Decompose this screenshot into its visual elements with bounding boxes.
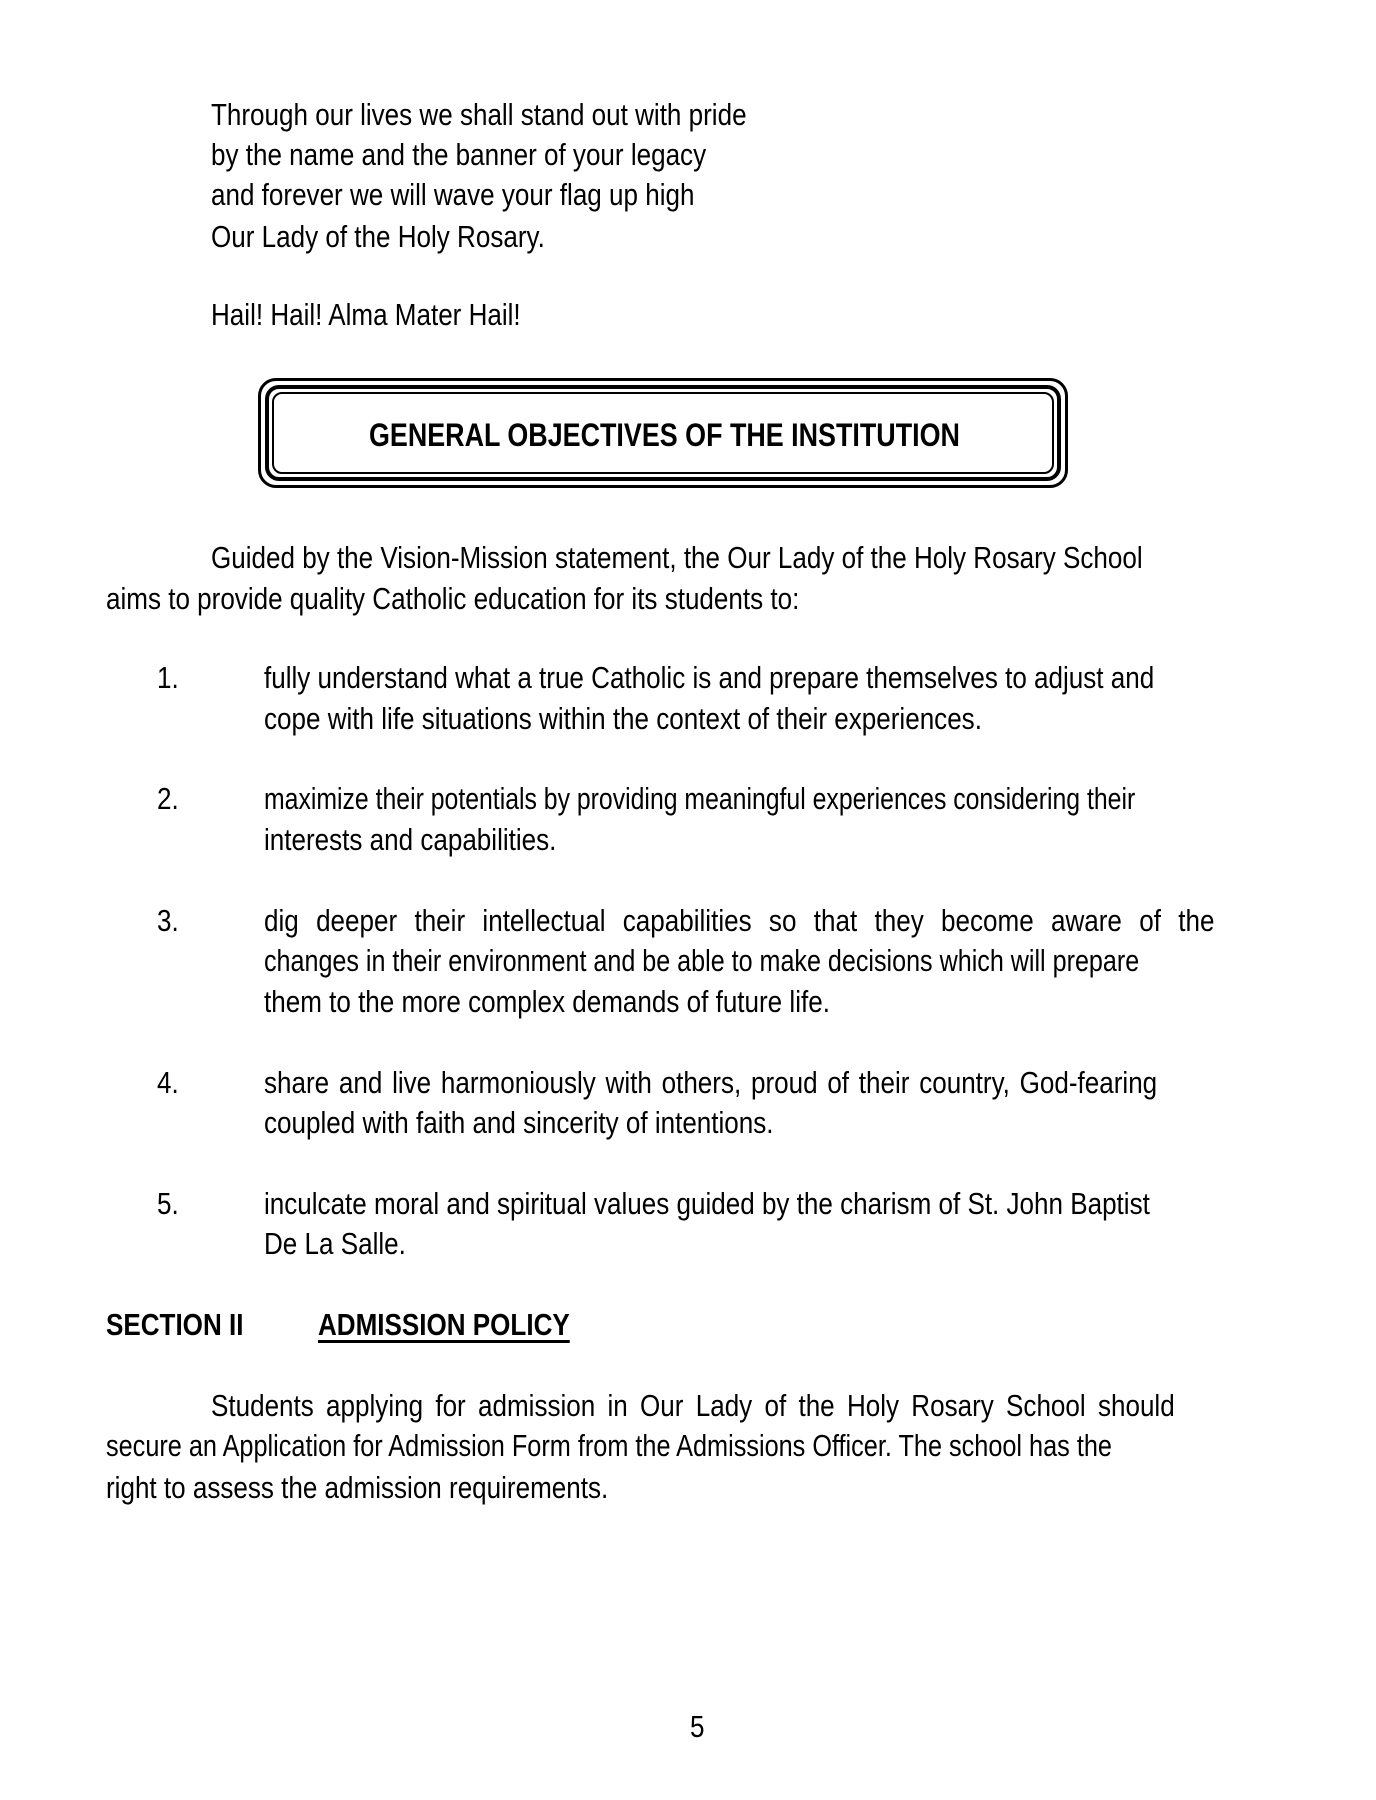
list-item-text: De La Salle. [264, 1226, 406, 1261]
list-item-number: 3. [157, 903, 179, 938]
admission-paragraph-line-2: secure an Application for Admission Form from the Admissions Officer. The school has the [106, 1428, 1112, 1463]
list-item-text: coupled with faith and sincerity of intentions. [264, 1105, 774, 1140]
page-number: 5 [690, 1709, 705, 1744]
poem-line-3: and forever we will wave your flag up high [211, 177, 695, 212]
list-item-text: inculcate moral and spiritual values guided by the charism of St. John Baptist [264, 1186, 1150, 1221]
poem-line-1: Through our lives we shall stand out with pride [211, 97, 747, 132]
section-title: ADMISSION POLICY [318, 1307, 570, 1342]
admission-paragraph-line-3: right to assess the admission requirements. [106, 1470, 609, 1505]
banner-title: GENERAL OBJECTIVES OF THE INSTITUTION [369, 417, 960, 453]
admission-paragraph-line-1: Students applying for admission in Our Lady of the Holy Rosary School should [211, 1388, 1175, 1423]
list-item-text: maximize their potentials by providing meaningful experiences considering their [264, 781, 1136, 816]
list-item-text: dig deeper their intellectual capabilities so that they become aware of the [264, 903, 1215, 938]
poem-line-2: by the name and the banner of your legacy [211, 137, 707, 172]
intro-line-2: aims to provide quality Catholic education for its students to: [106, 581, 800, 616]
intro-line-1: Guided by the Vision-Mission statement, the Our Lady of the Holy Rosary School [211, 540, 1143, 575]
poem-line-4: Our Lady of the Holy Rosary. [211, 219, 545, 254]
list-item-text: share and live harmoniously with others, proud of their country, God-fearing [264, 1065, 1158, 1100]
list-item-text: interests and capabilities. [264, 822, 557, 857]
list-item-number: 5. [157, 1186, 179, 1221]
poem-closing: Hail! Hail! Alma Mater Hail! [211, 297, 521, 332]
list-item-text: cope with life situations within the context of their experiences. [264, 701, 982, 736]
list-item-number: 4. [157, 1065, 179, 1100]
list-item-number: 1. [157, 660, 179, 695]
list-item-text: them to the more complex demands of future life. [264, 984, 830, 1019]
section-label: SECTION II [106, 1307, 244, 1342]
list-item-text: changes in their environment and be able to make decisions which will prepare [264, 943, 1140, 978]
list-item-text: fully understand what a true Catholic is and prepare themselves to adjust and [264, 660, 1155, 695]
list-item-number: 2. [157, 781, 179, 816]
